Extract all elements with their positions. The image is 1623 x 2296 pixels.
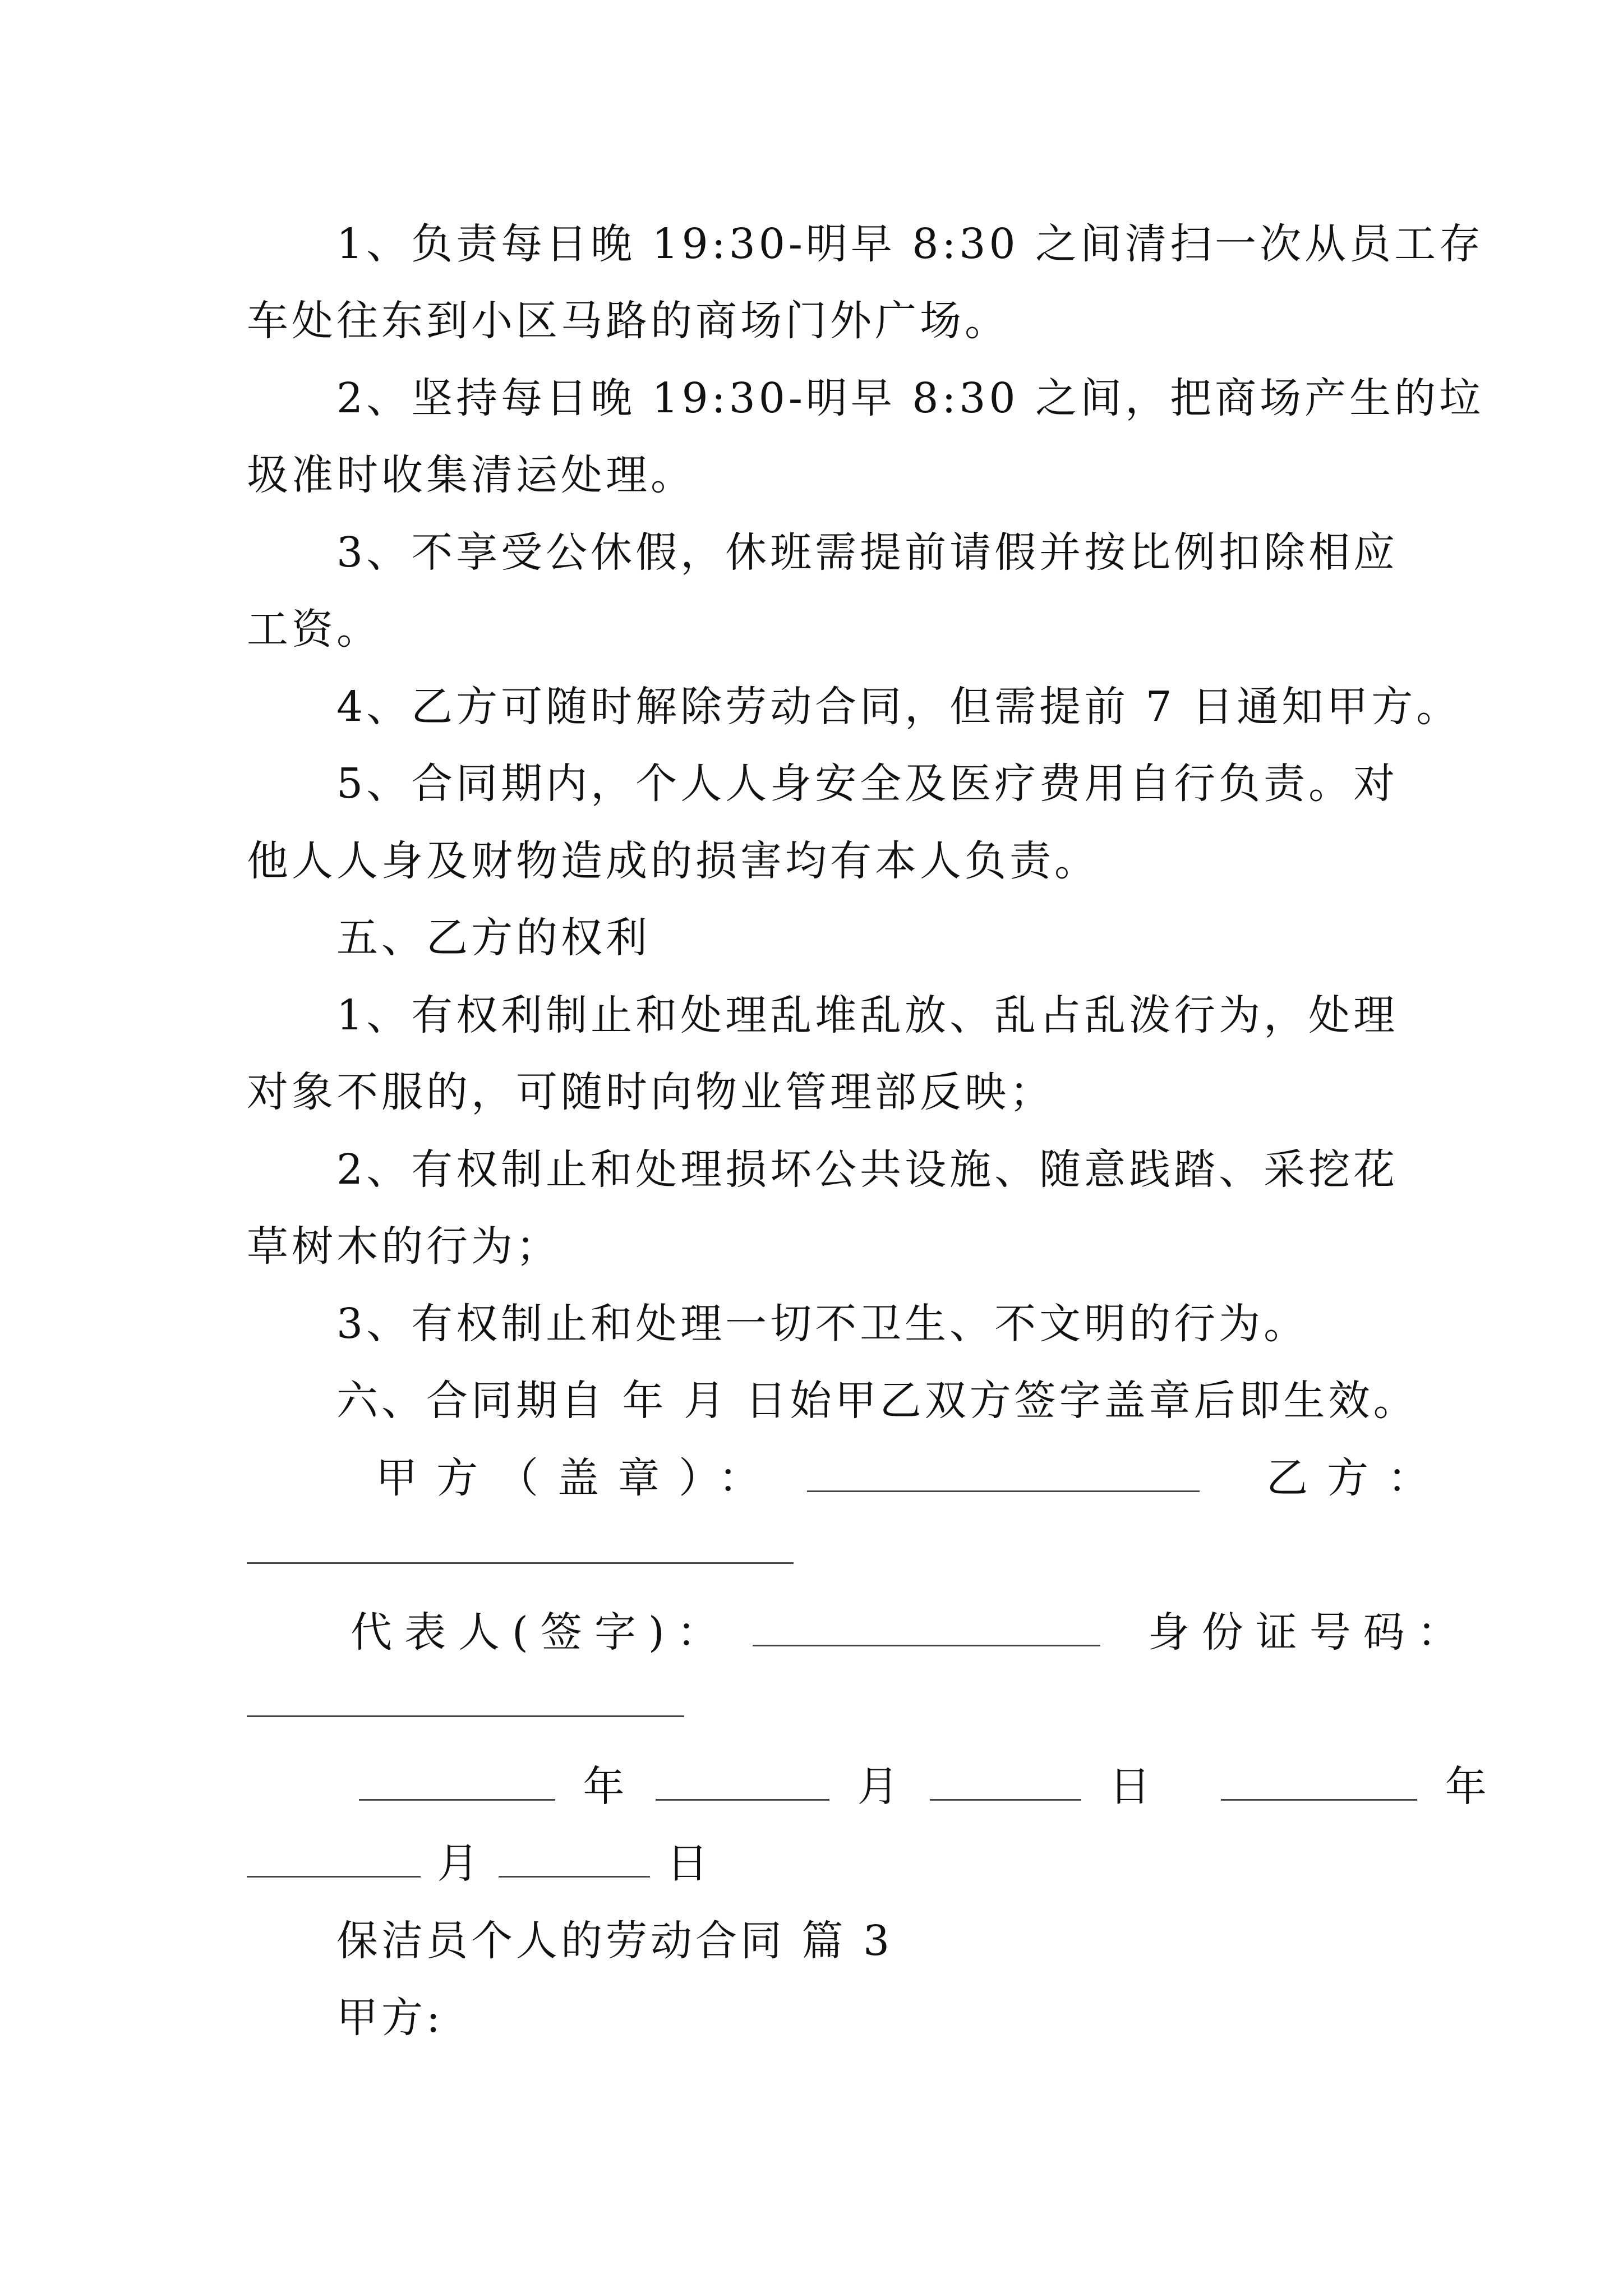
duty-5-line-1: 5、合同期内，个人人身安全及医疗费用自行负责。对 [336, 760, 1399, 808]
next-contract-title: 保洁员个人的劳动合同 篇 3 [336, 1917, 893, 1965]
party-signature-row [376, 1450, 1449, 1506]
duty-4-line-1: 4、乙方可随时解除劳动合同，但需提前 7 日通知甲方。 [336, 683, 1461, 731]
section-5-title: 五、乙方的权利 [336, 914, 651, 962]
party-b-seal-blank [247, 1562, 794, 1564]
party-a-seal-blank [807, 1451, 1200, 1492]
right-1-line-1: 1、有权利制止和处理乱堆乱放、乱占乱泼行为，处理 [336, 991, 1399, 1039]
date-row [359, 1759, 1490, 1815]
party-b-month-blank [247, 1837, 421, 1878]
party-a-day-label: 日 [1109, 1763, 1154, 1811]
duty-2-line-1: 2、坚持每日晚 19:30-明早 8:30 之间，把商场产生的垃 [336, 374, 1484, 422]
duty-1-line-2: 车处往东到小区马路的商场门外广场。 [247, 297, 1009, 345]
right-3-line-1: 3、有权制止和处理一切不卫生、不文明的行为。 [336, 1300, 1309, 1348]
party-a-year-blank [359, 1760, 555, 1801]
duty-2-line-2: 圾准时收集清运处理。 [247, 451, 695, 499]
duty-1-line-1: 1、负责每日晚 19:30-明早 8:30 之间清扫一次从员工存 [336, 220, 1484, 268]
right-2-line-2: 草树木的行为； [247, 1222, 561, 1271]
id-number-label: 身份证号码： [1147, 1608, 1471, 1657]
right-1-line-2: 对象不服的，可随时向物业管理部反映； [247, 1068, 1054, 1116]
duty-3-line-2: 工资。 [247, 605, 381, 654]
party-b-day-label: 日 [666, 1839, 712, 1888]
duty-5-line-2: 他人人身及财物造成的损害均有本人负责。 [247, 837, 1099, 885]
party-b-year-label: 年 [1445, 1763, 1490, 1811]
date-row-continued [247, 1835, 1402, 1892]
next-contract-party-a: 甲方: [336, 1994, 444, 2042]
party-b-month-label: 月 [437, 1839, 482, 1888]
representative-label: 代表人(签字)： [351, 1608, 731, 1657]
right-2-line-1: 2、有权制止和处理损坏公共设施、随意践踏、采挖花 [336, 1145, 1399, 1194]
duty-3-line-1: 3、不享受公休假，休班需提前请假并按比例扣除相应 [336, 528, 1399, 577]
party-a-day-blank [930, 1760, 1081, 1801]
party-a-month-blank [656, 1760, 829, 1801]
id-number-blank [247, 1715, 684, 1717]
representative-sign-blank [753, 1605, 1100, 1646]
party-a-year-label: 年 [583, 1763, 628, 1811]
party-a-label: 甲方（盖章）： [376, 1454, 779, 1502]
party-b-day-blank [499, 1837, 650, 1878]
section-6-effective-date: 六、合同期自 年 月 日始甲乙双方签字盖章后即生效。 [336, 1377, 1418, 1425]
party-b-label: 乙方： [1266, 1454, 1449, 1502]
party-b-year-blank [1221, 1760, 1417, 1801]
representative-row [351, 1604, 1471, 1660]
party-a-month-label: 月 [857, 1763, 902, 1811]
